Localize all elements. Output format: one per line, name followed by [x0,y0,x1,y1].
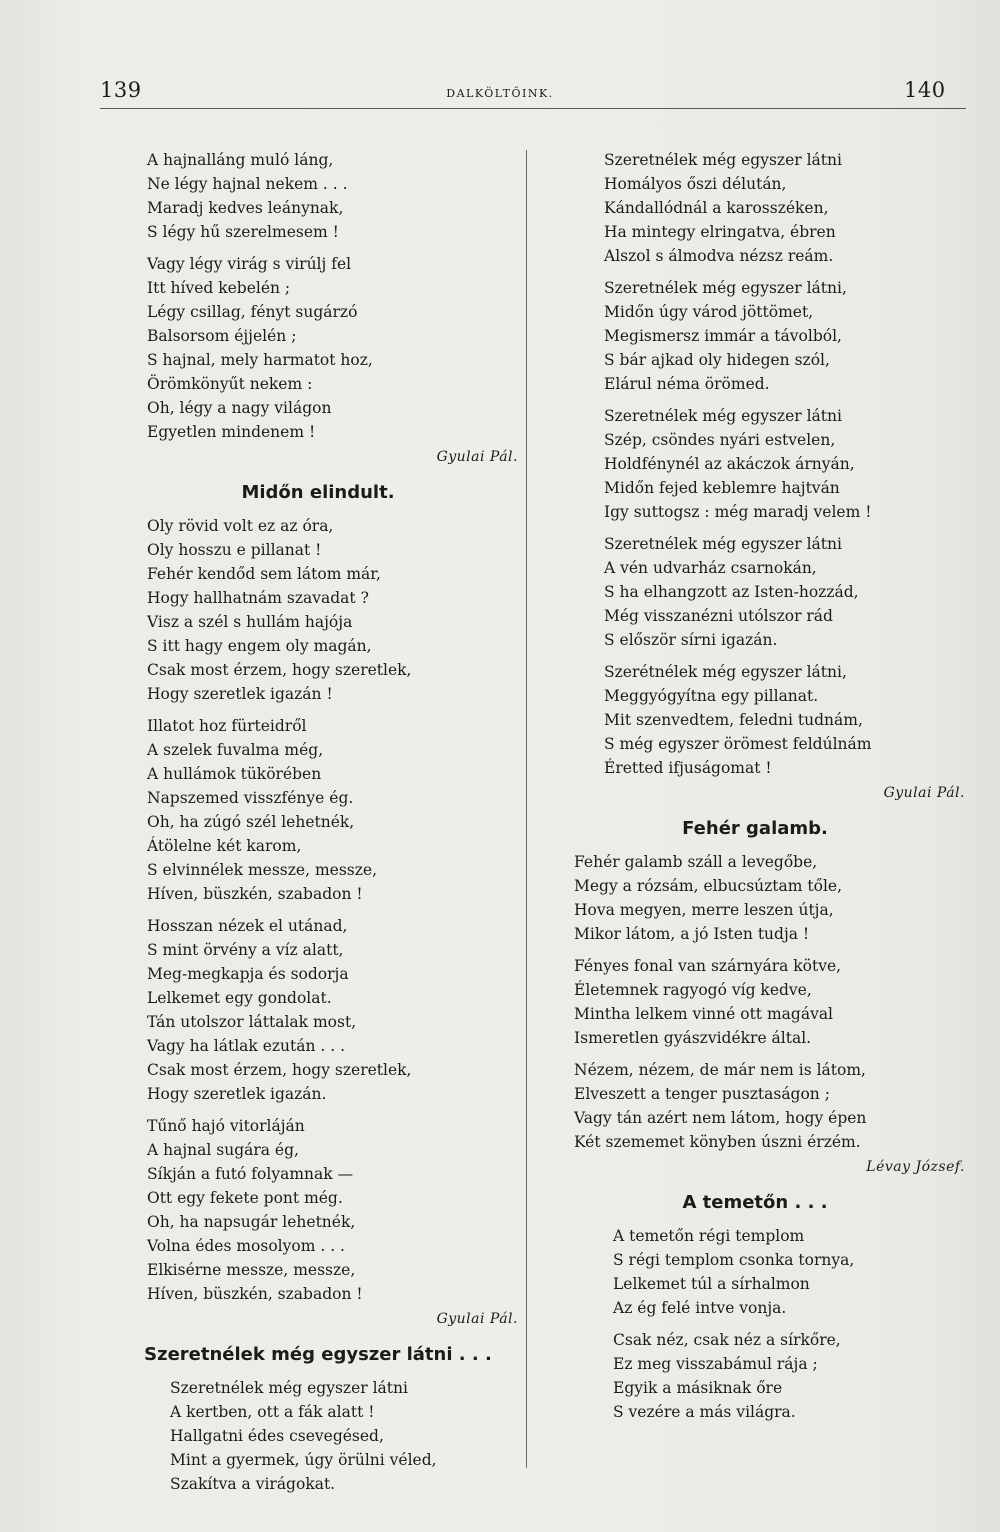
stanza [574,1058,965,1154]
verse-line: S hajnal, mely harmatot hoz, [147,351,373,369]
verse-line: Tűnő hajó vitorláján [147,1117,305,1135]
verse-line: Mintha lelkem vinné ott magával [574,1005,834,1023]
verse-line: Éretted ifjuságomat ! [604,759,772,777]
verse-line: Illatot hoz fürteidről [147,717,307,735]
poem-author: Gyulai Pál. [436,449,518,465]
verse-line: Hova megyen, merre leszen útja, [574,901,834,919]
verse-line: Szakítva a virágokat. [170,1475,336,1493]
verse-line: Megy a rózsám, elbucsúztam tőle, [574,877,843,895]
poem-stanzas [545,148,965,780]
verse-line: Megismersz immár a távolból, [604,327,842,345]
verse-line: S légy hű szerelmesem ! [147,223,339,241]
verse-line: S először sírni igazán. [604,631,778,649]
verse-line: Szeretnélek még egyszer látni [604,535,842,553]
right-column [545,148,965,1432]
verse-line: Egyetlen mindenem ! [147,423,316,441]
verse-line: Oh, ha zúgó szél lehetnék, [147,813,355,831]
verse-line: Meg-megkapja és sodorja [147,965,349,983]
poem-stanzas [545,850,965,1154]
verse-line: Átölelne két karom, [147,837,302,855]
page-header [0,78,1000,118]
poem-stanzas [118,514,518,1306]
verse-line: Fehér galamb száll a levegőbe, [574,853,818,871]
poem-author: Gyulai Pál. [436,1311,518,1327]
verse-line: A hullámok tükörében [147,765,322,783]
verse-line: Homályos őszi délután, [604,175,787,193]
verse-line: Vagy tán azért nem látom, hogy épen [574,1109,867,1127]
verse-line: Igy suttogsz : még maradj velem ! [604,503,872,521]
verse-line: Hogy szeretlek igazán ! [147,685,333,703]
poem-author: Lévay József. [866,1159,965,1175]
poem-title: Szeretnélek még egyszer látni . . . [144,1344,492,1365]
verse-line: A hajnal sugára ég, [147,1141,299,1159]
verse-line: Alszol s álmodva nézsz reám. [604,247,834,265]
stanza [604,660,965,780]
column-divider [526,150,527,1468]
header-rule [100,108,966,109]
verse-line: Elveszett a tenger pusztaságon ; [574,1085,830,1103]
verse-line: Szerétnélek még egyszer látni, [604,663,847,681]
verse-line: Örömkönyűt nekem : [147,375,313,393]
verse-line: Balsorsom éjjelén ; [147,327,297,345]
verse-line: Vagy légy virág s virúlj fel [147,255,352,273]
verse-line: Vagy ha látlak ezután . . . [147,1037,346,1055]
verse-line: S itt hagy engem oly magán, [147,637,372,655]
stanza [574,850,965,946]
verse-line: Napszemed visszfénye ég. [147,789,354,807]
verse-line: Légy csillag, fényt sugárzó [147,303,358,321]
verse-line: Volna édes mosolyom . . . [147,1237,345,1255]
verse-line: Ez meg visszabámul rája ; [613,1355,818,1373]
verse-line: Holdfénynél az akáczok árnyán, [604,455,855,473]
verse-line: S vezére a más világra. [613,1403,796,1421]
verse-line: Oh, ha napsugár lehetnék, [147,1213,356,1231]
verse-line: Szép, csöndes nyári estvelen, [604,431,836,449]
verse-line: Híven, büszkén, szabadon ! [147,1285,363,1303]
verse-line: Ott egy fekete pont még. [147,1189,343,1207]
verse-line: Egyik a másiknak őre [613,1379,783,1397]
poem-stanzas [118,148,518,444]
stanza [147,914,518,1106]
stanza [147,252,518,444]
verse-line: A hajnalláng muló láng, [147,151,334,169]
verse-line: Híven, büszkén, szabadon ! [147,885,363,903]
verse-line: Elárul néma örömed. [604,375,770,393]
stanza [604,148,965,268]
verse-line: Oly hosszu e pillanat ! [147,541,322,559]
verse-line: Lelkemet túl a sírhalmon [613,1275,810,1293]
verse-line: Midőn fejed keblemre hajtván [604,479,840,497]
poem-title: A temetőn . . . [682,1192,828,1213]
verse-line: Szeretnélek még egyszer látni, [604,279,847,297]
left-page-number: 139 [100,78,142,102]
verse-line: Nézem, nézem, de már nem is látom, [574,1061,866,1079]
stanza [147,1114,518,1306]
stanza [147,714,518,906]
verse-line: Még visszanézni utólszor rád [604,607,833,625]
verse-line: Életemnek ragyogó víg kedve, [574,981,812,999]
verse-line: S elvinnélek messze, messze, [147,861,377,879]
verse-line: A szelek fuvalma még, [147,741,324,759]
stanza [613,1328,965,1424]
verse-line: Oly rövid volt ez az óra, [147,517,334,535]
verse-line: Hogy hallhatnám szavadat ? [147,589,369,607]
verse-line: Mit szenvedtem, feledni tudnám, [604,711,863,729]
verse-line: Mint a gyermek, úgy örülni véled, [170,1451,437,1469]
left-column [118,148,518,1504]
verse-line: S ha elhangzott az Isten-hozzád, [604,583,859,601]
stanza [147,148,518,244]
verse-line: Csak néz, csak néz a sírkőre, [613,1331,841,1349]
verse-line: Itt híved kebelén ; [147,279,291,297]
verse-line: Maradj kedves leánynak, [147,199,344,217]
verse-line: Midőn úgy várod jöttömet, [604,303,814,321]
verse-line: Csak most érzem, hogy szeretlek, [147,1061,412,1079]
verse-line: S régi templom csonka tornya, [613,1251,855,1269]
verse-line: A temetőn régi templom [613,1227,805,1245]
stanza [604,276,965,396]
verse-line: S bár ajkad oly hidegen szól, [604,351,830,369]
verse-line: Hallgatni édes csevegésed, [170,1427,384,1445]
verse-line: Tán utolszor láttalak most, [147,1013,357,1031]
verse-line: Oh, légy a nagy világon [147,399,332,417]
running-title: DALKÖLTŐINK. [446,87,554,100]
stanza [147,514,518,706]
verse-line: Lelkemet egy gondolat. [147,989,332,1007]
verse-line: Meggyógyítna egy pillanat. [604,687,819,705]
poem-title: Fehér galamb. [682,818,828,839]
poem-author: Gyulai Pál. [883,785,965,801]
verse-line: Mikor látom, a jó Isten tudja ! [574,925,810,943]
verse-line: Visz a szél s hullám hajója [147,613,353,631]
stanza [613,1224,965,1320]
poem-stanzas [545,1224,965,1424]
verse-line: S még egyszer örömest feldúlnám [604,735,872,753]
verse-line: Ha mintegy elringatva, ébren [604,223,836,241]
verse-line: S mint örvény a víz alatt, [147,941,344,959]
stanza [170,1376,518,1496]
verse-line: A kertben, ott a fák alatt ! [170,1403,375,1421]
verse-line: Szeretnélek még egyszer látni [604,151,842,169]
verse-line: Szeretnélek még egyszer látni [604,407,842,425]
poem-title: Midőn elindult. [241,482,395,503]
verse-line: Hogy szeretlek igazán. [147,1085,327,1103]
verse-line: Hosszan nézek el utánad, [147,917,348,935]
verse-line: Kándallódnál a karosszéken, [604,199,829,217]
verse-line: Szeretnélek még egyszer látni [170,1379,408,1397]
verse-line: Az ég felé intve vonja. [613,1299,787,1317]
verse-line: A vén udvarház csarnokán, [604,559,817,577]
verse-line: Elkisérne messze, messze, [147,1261,356,1279]
verse-line: Csak most érzem, hogy szeretlek, [147,661,412,679]
poem-stanzas [118,1376,518,1496]
verse-line: Két szememet könyben úszni érzém. [574,1133,861,1151]
verse-line: Fehér kendőd sem látom már, [147,565,381,583]
verse-line: Ismeretlen gyászvidékre által. [574,1029,812,1047]
verse-line: Ne légy hajnal nekem . . . [147,175,348,193]
verse-line: Síkján a futó folyamnak — [147,1165,354,1183]
stanza [604,532,965,652]
verse-line: Fényes fonal van szárnyára kötve, [574,957,842,975]
right-page-number: 140 [904,78,946,102]
stanza [574,954,965,1050]
stanza [604,404,965,524]
